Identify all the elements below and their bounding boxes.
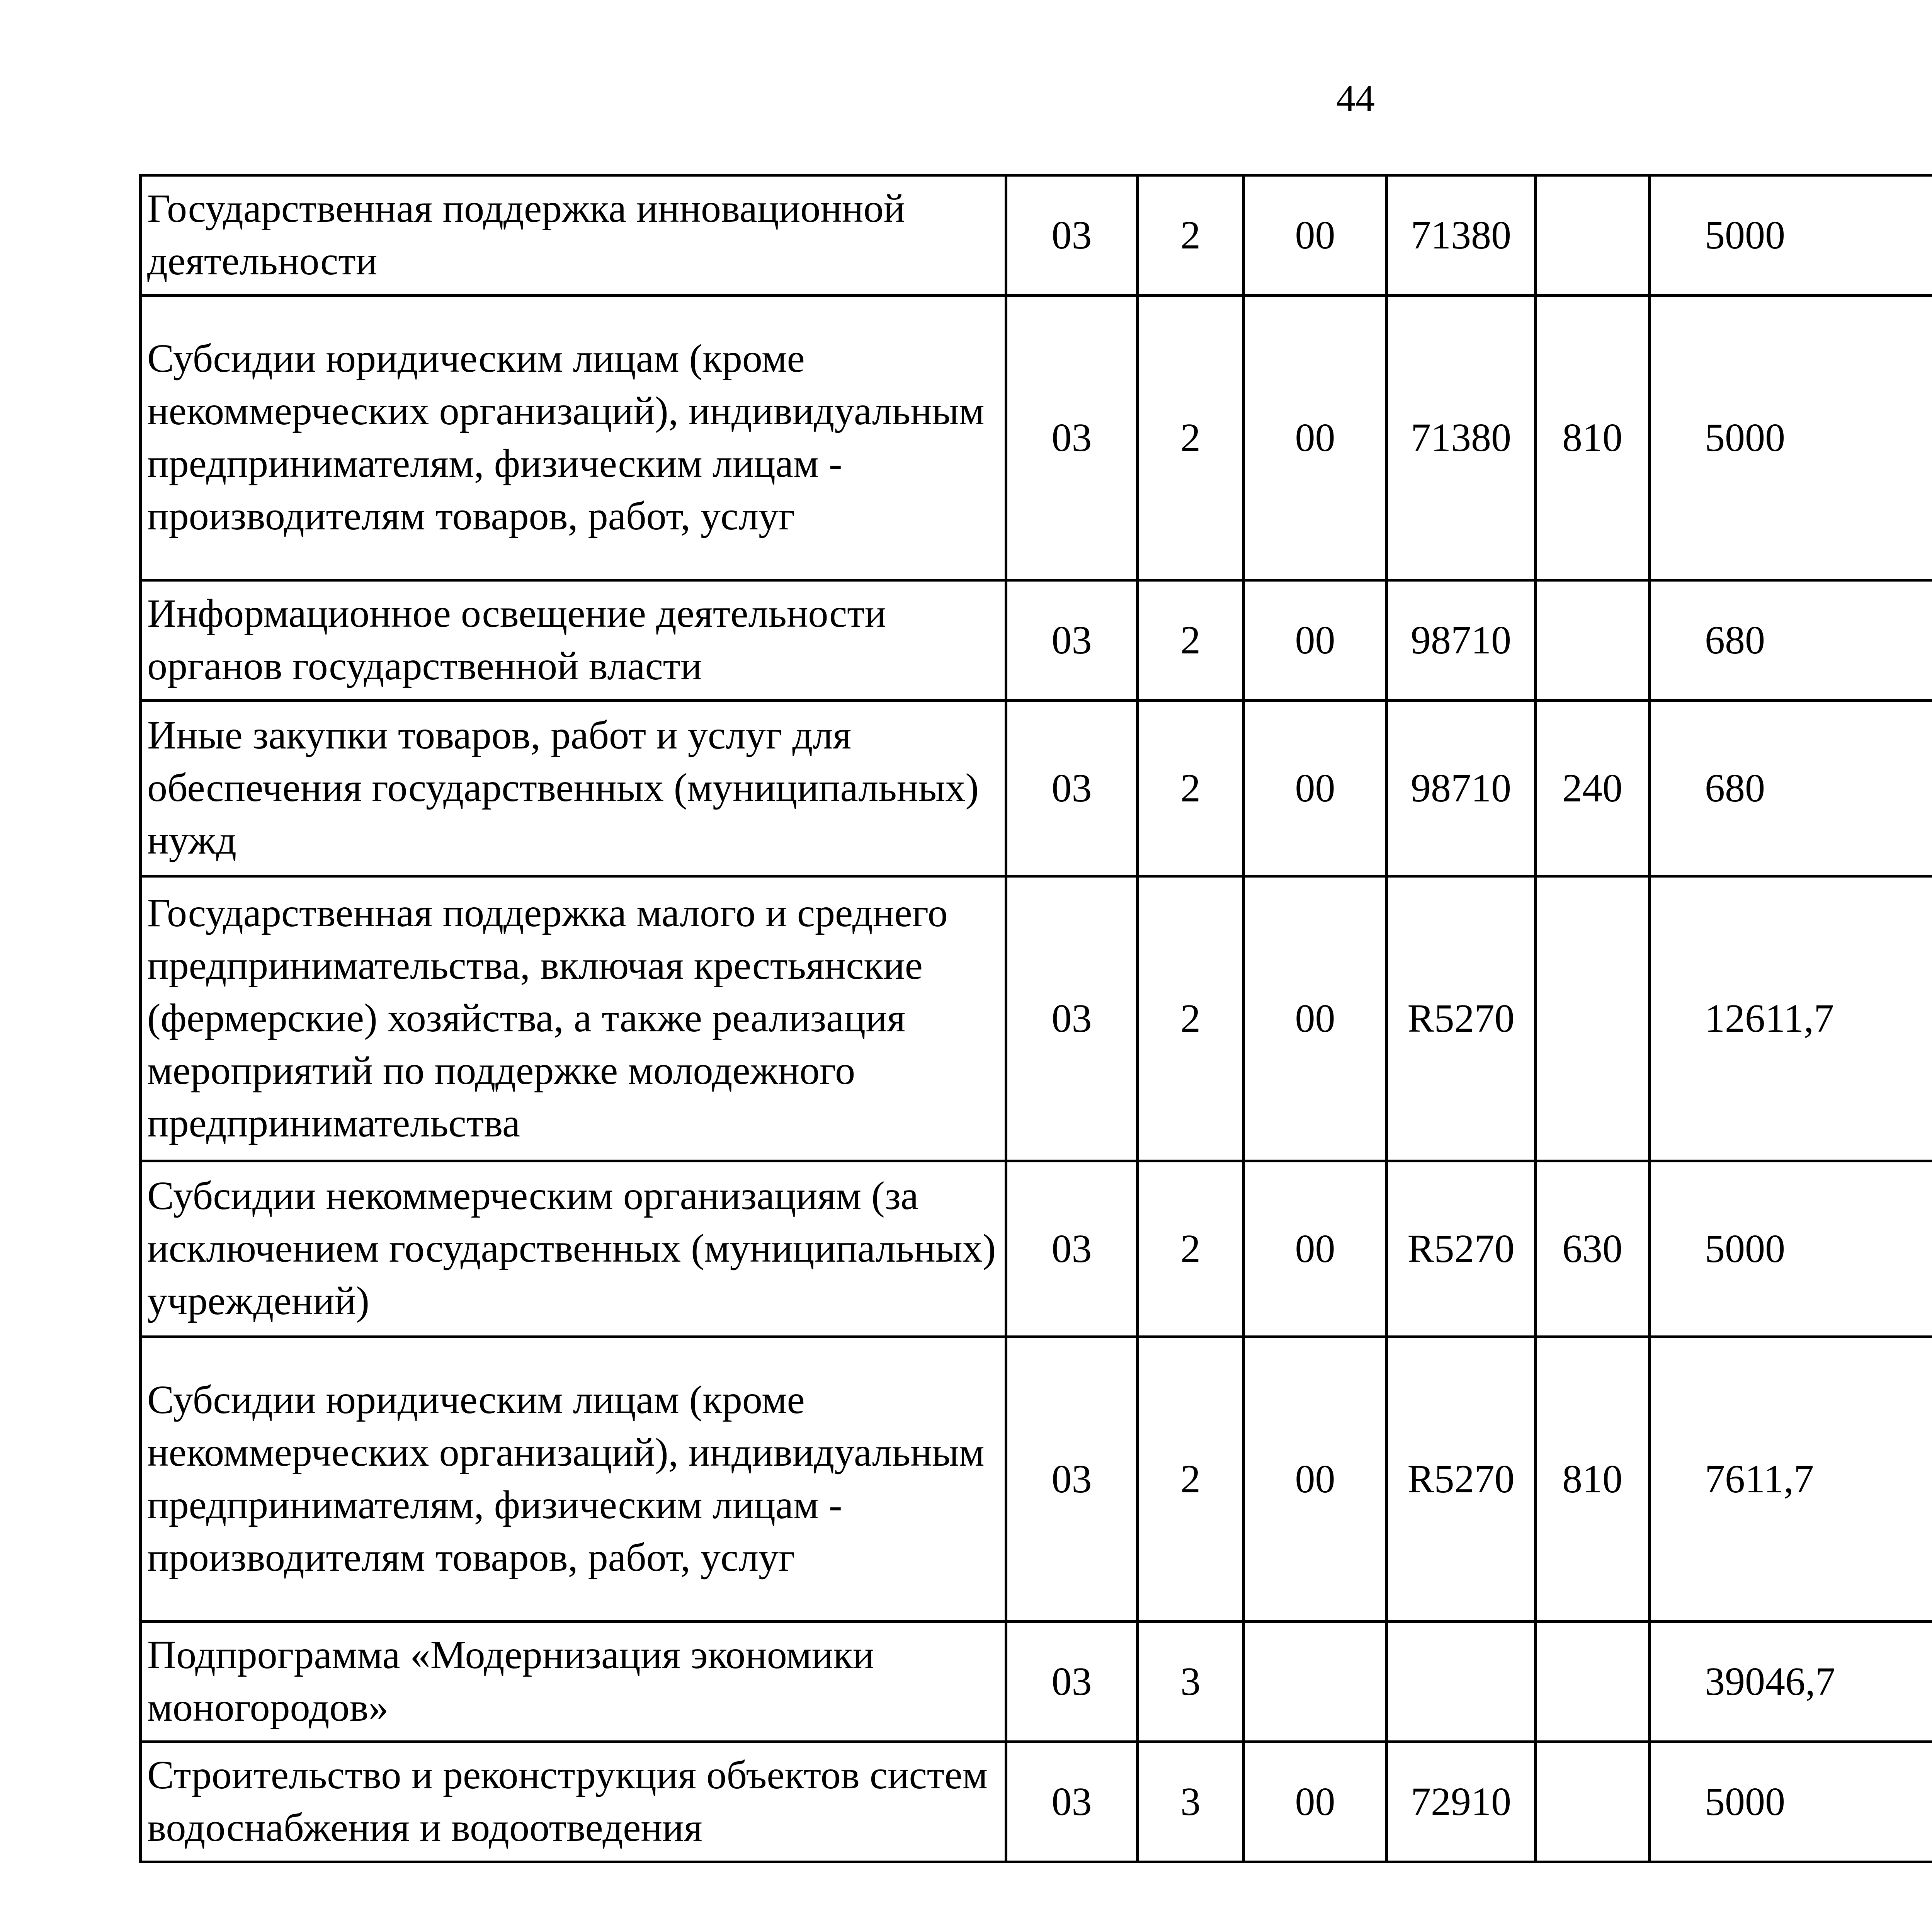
row-name-cell: Иные закупки товаров, работ и услуг для обеспечения государственных (муниципальных) нужд	[141, 701, 1006, 876]
event-code-cell: 00	[1244, 580, 1387, 701]
table-row	[141, 175, 1932, 296]
event-code-cell	[1244, 1622, 1387, 1742]
event-code-cell: 00	[1244, 876, 1387, 1161]
table-row	[141, 1337, 1932, 1622]
section-code-cell: 03	[1006, 175, 1138, 296]
amount-cell-1: 5000	[1650, 296, 1932, 580]
expense-type-cell: 240	[1536, 701, 1650, 876]
expense-type-cell: 810	[1536, 1337, 1650, 1622]
expense-type-cell	[1536, 580, 1650, 701]
section-code-cell: 03	[1006, 580, 1138, 701]
subprogram-code-cell: 3	[1138, 1622, 1244, 1742]
row-name-cell: Информационное освещение деятельности органов государственной власти	[141, 580, 1006, 701]
target-code-cell: 71380	[1387, 296, 1536, 580]
table-row	[141, 1622, 1932, 1742]
subprogram-code-cell: 2	[1138, 1337, 1244, 1622]
row-name-cell: Подпрограмма «Модернизация экономики моногородов»	[141, 1622, 1006, 1742]
row-name-cell: Субсидии некоммерческим организациям (за исключением государственных (муниципальных) учреждений)	[141, 1161, 1006, 1337]
target-code-cell	[1387, 1622, 1536, 1742]
table-row	[141, 1161, 1932, 1337]
amount-cell-1: 7611,7	[1650, 1337, 1932, 1622]
target-code-cell: R5270	[1387, 1337, 1536, 1622]
event-code-cell: 00	[1244, 701, 1387, 876]
section-code-cell: 03	[1006, 1622, 1138, 1742]
table-row	[141, 580, 1932, 701]
amount-cell-1: 5000	[1650, 1742, 1932, 1862]
expense-type-cell: 630	[1536, 1161, 1650, 1337]
table-row	[141, 1742, 1932, 1862]
subprogram-code-cell: 3	[1138, 1742, 1244, 1862]
amount-cell-1: 5000	[1650, 1161, 1932, 1337]
target-code-cell: 72910	[1387, 1742, 1536, 1862]
target-code-cell: R5270	[1387, 876, 1536, 1161]
subprogram-code-cell: 2	[1138, 876, 1244, 1161]
section-code-cell: 03	[1006, 876, 1138, 1161]
amount-cell-1: 5000	[1650, 175, 1932, 296]
subprogram-code-cell: 2	[1138, 701, 1244, 876]
expense-type-cell	[1536, 1742, 1650, 1862]
section-code-cell: 03	[1006, 296, 1138, 580]
event-code-cell: 00	[1244, 1742, 1387, 1862]
expense-type-cell	[1536, 876, 1650, 1161]
subprogram-code-cell: 2	[1138, 1161, 1244, 1337]
table-row	[141, 701, 1932, 876]
event-code-cell: 00	[1244, 1337, 1387, 1622]
event-code-cell: 00	[1244, 296, 1387, 580]
subprogram-code-cell: 2	[1138, 296, 1244, 580]
target-code-cell: 98710	[1387, 701, 1536, 876]
target-code-cell: 71380	[1387, 175, 1536, 296]
section-code-cell: 03	[1006, 1742, 1138, 1862]
amount-cell-1: 39046,7	[1650, 1622, 1932, 1742]
amount-cell-1: 12611,7	[1650, 876, 1932, 1161]
expense-type-cell	[1536, 175, 1650, 296]
subprogram-code-cell: 2	[1138, 580, 1244, 701]
row-name-cell: Субсидии юридическим лицам (кроме некоммерческих организаций), индивидуальным предпринимателям, физическим лицам - производителям товаров, работ, услуг	[141, 1337, 1006, 1622]
target-code-cell: 98710	[1387, 580, 1536, 701]
expense-type-cell	[1536, 1622, 1650, 1742]
expense-type-cell: 810	[1536, 296, 1650, 580]
section-code-cell: 03	[1006, 1337, 1138, 1622]
section-code-cell: 03	[1006, 1161, 1138, 1337]
page-number: 44	[1336, 77, 1375, 120]
amount-cell-1: 680	[1650, 701, 1932, 876]
row-name-cell: Государственная поддержка инновационной деятельности	[141, 175, 1006, 296]
budget-table	[139, 174, 1932, 1863]
event-code-cell: 00	[1244, 175, 1387, 296]
section-code-cell: 03	[1006, 701, 1138, 876]
target-code-cell: R5270	[1387, 1161, 1536, 1337]
subprogram-code-cell: 2	[1138, 175, 1244, 296]
row-name-cell: Строительство и реконструкция объектов систем водоснабжения и водоотведения	[141, 1742, 1006, 1862]
row-name-cell: Субсидии юридическим лицам (кроме некоммерческих организаций), индивидуальным предпринимателям, физическим лицам - производителям товаров, работ, услуг	[141, 296, 1006, 580]
event-code-cell: 00	[1244, 1161, 1387, 1337]
amount-cell-1: 680	[1650, 580, 1932, 701]
table-row	[141, 876, 1932, 1161]
table-row	[141, 296, 1932, 580]
row-name-cell: Государственная поддержка малого и среднего предпринимательства, включая крестьянские (фермерские) хозяйства, а также реализация мероприятий по поддержке молодежного предпринимательства	[141, 876, 1006, 1161]
